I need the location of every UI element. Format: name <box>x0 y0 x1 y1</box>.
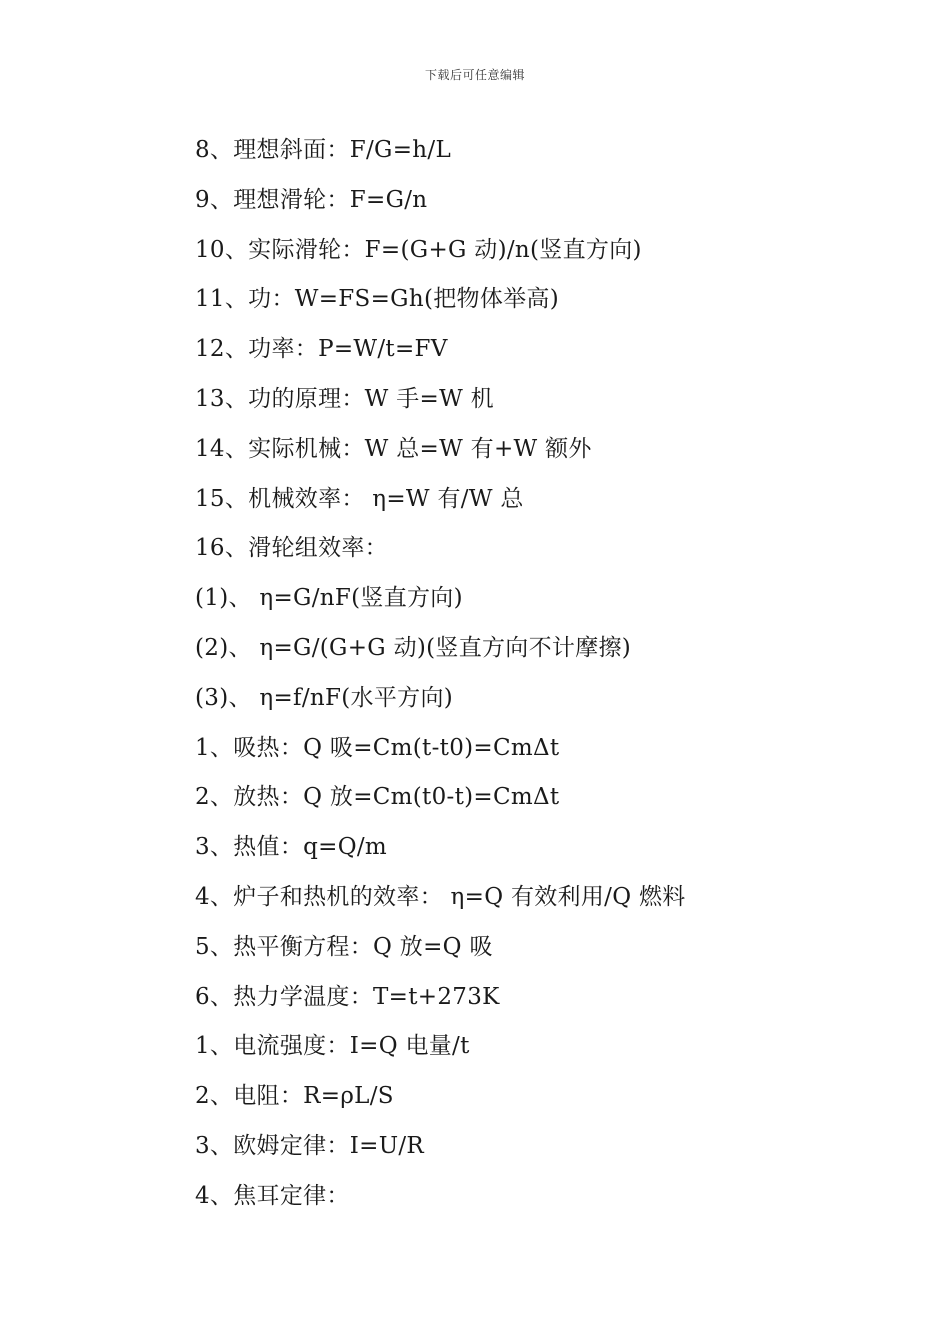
formula-line-ideal-pulley: 9、理想滑轮：F=G/n <box>195 186 428 213</box>
formula-line-efficiency-vertical: (1)、 η=G/nF(竖直方向) <box>195 585 463 612</box>
formula-list <box>195 132 686 1228</box>
formula-line-furnace-efficiency: 4、炉子和热机的效率： η=Q 有效利用/Q 燃料 <box>195 883 686 910</box>
formula-line-actual-machine: 14、实际机械：W 总=W 有+W 额外 <box>195 435 592 462</box>
formula-line-power: 12、功率：P=W/t=FV <box>195 336 448 363</box>
formula-line-heat-value: 3、热值：q=Q/m <box>195 834 388 861</box>
formula-line-efficiency-horizontal: (3)、 η=f/nF(水平方向) <box>195 684 454 711</box>
formula-line-current: 1、电流强度：I=Q 电量/t <box>195 1033 470 1060</box>
formula-line-actual-pulley: 10、实际滑轮：F=(G+G 动)/n(竖直方向) <box>195 236 642 263</box>
formula-line-ohms-law: 3、欧姆定律：I=U/R <box>195 1132 425 1159</box>
formula-line-joules-law: 4、焦耳定律： <box>195 1182 350 1209</box>
formula-line-heat-released: 2、放热：Q 放=Cm(t0-t)=CmΔt <box>195 784 560 811</box>
formula-line-efficiency-no-friction: (2)、 η=G/(G+G 动)(竖直方向不计摩擦) <box>195 634 632 661</box>
page-header: 下载后可任意编辑 <box>424 68 525 82</box>
formula-line-work-principle: 13、功的原理：W 手=W 机 <box>195 385 494 412</box>
formula-line-heat-absorbed: 1、吸热：Q 吸=Cm(t-t0)=CmΔt <box>195 734 560 761</box>
formula-line-thermodynamic-temperature: 6、热力学温度：T=t+273K <box>195 983 500 1010</box>
formula-line-mechanical-efficiency: 15、机械效率： η=W 有/W 总 <box>195 485 524 512</box>
formula-line-resistance: 2、电阻：R=ρL/S <box>195 1083 394 1110</box>
formula-line-heat-balance: 5、热平衡方程：Q 放=Q 吸 <box>195 933 493 960</box>
formula-line-ideal-incline: 8、理想斜面：F/G=h/L <box>195 137 452 163</box>
formula-line-pulley-group-efficiency: 16、滑轮组效率： <box>195 535 388 562</box>
formula-line-work: 11、功：W=FS=Gh(把物体举高) <box>195 286 559 313</box>
